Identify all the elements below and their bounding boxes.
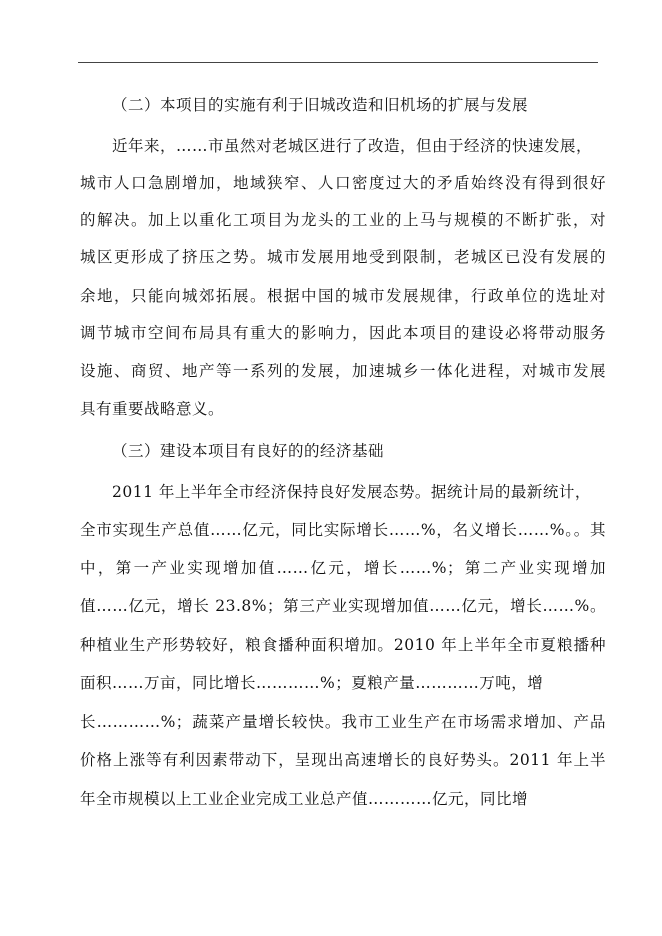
paragraph-line: 2011 年上半年全市经济保持良好发展态势。据统计局的最新统计， [112,483,591,501]
paragraph-line: 价格上涨等有利因素带动下，呈现出高速增长的良好势头。2011 年上半 [80,751,606,769]
paragraph-line: 调节城市空间布局具有重大的影响力，因此本项目的建设必将带动服务 [80,324,606,342]
paragraph-line: 全市实现生产总值……亿元，同比实际增长……%，名义增长……%。。其 [80,521,606,539]
paragraph-line: 中，第一产业实现增加值……亿元，增长……%；第二产业实现增加 [80,559,606,577]
paragraph-line: 城市人口急剧增加，地域狭窄、人口密度过大的矛盾始终没有得到很好 [80,174,606,192]
section-2-heading: （二）本项目的实施有利于旧城改造和旧机场的扩展与发展 [112,96,529,114]
paragraph-line: 年全市规模以上工业企业完成工业总产值…………亿元，同比增 [80,790,529,808]
paragraph-line: 的解决。加上以重化工项目为龙头的工业的上马与规模的不断扩张，对 [80,211,606,229]
header-rule [78,62,598,63]
paragraph-line: 面积……万亩，同比增长…………%；夏粮产量…………万吨，增 [80,674,544,692]
paragraph-line: 城区更形成了挤压之势。城市发展用地受到限制，老城区已没有发展的 [80,248,606,266]
paragraph-line: 近年来，……市虽然对老城区进行了改造，但由于经济的快速发展， [112,137,593,155]
paragraph-line: 设施、商贸、地产等一系列的发展，加速城乡一体化进程，对城市发展 [80,362,606,380]
section-3-heading: （三）建设本项目有良好的的经济基础 [112,442,385,460]
paragraph-line: 值……亿元，增长 23.8%；第三产业实现增加值……亿元，增长……%。 [80,597,606,615]
paragraph-line: 长…………%；蔬菜产量增长较快。我市工业生产在市场需求增加、产品 [80,713,606,731]
paragraph-line: 余地，只能向城郊拓展。根据中国的城市发展规律，行政单位的选址对 [80,287,606,305]
paragraph-line: 具有重要战略意义。 [80,400,225,418]
paragraph-line: 种植业生产形势较好，粮食播种面积增加。2010 年上半年全市夏粮播种 [80,636,606,654]
